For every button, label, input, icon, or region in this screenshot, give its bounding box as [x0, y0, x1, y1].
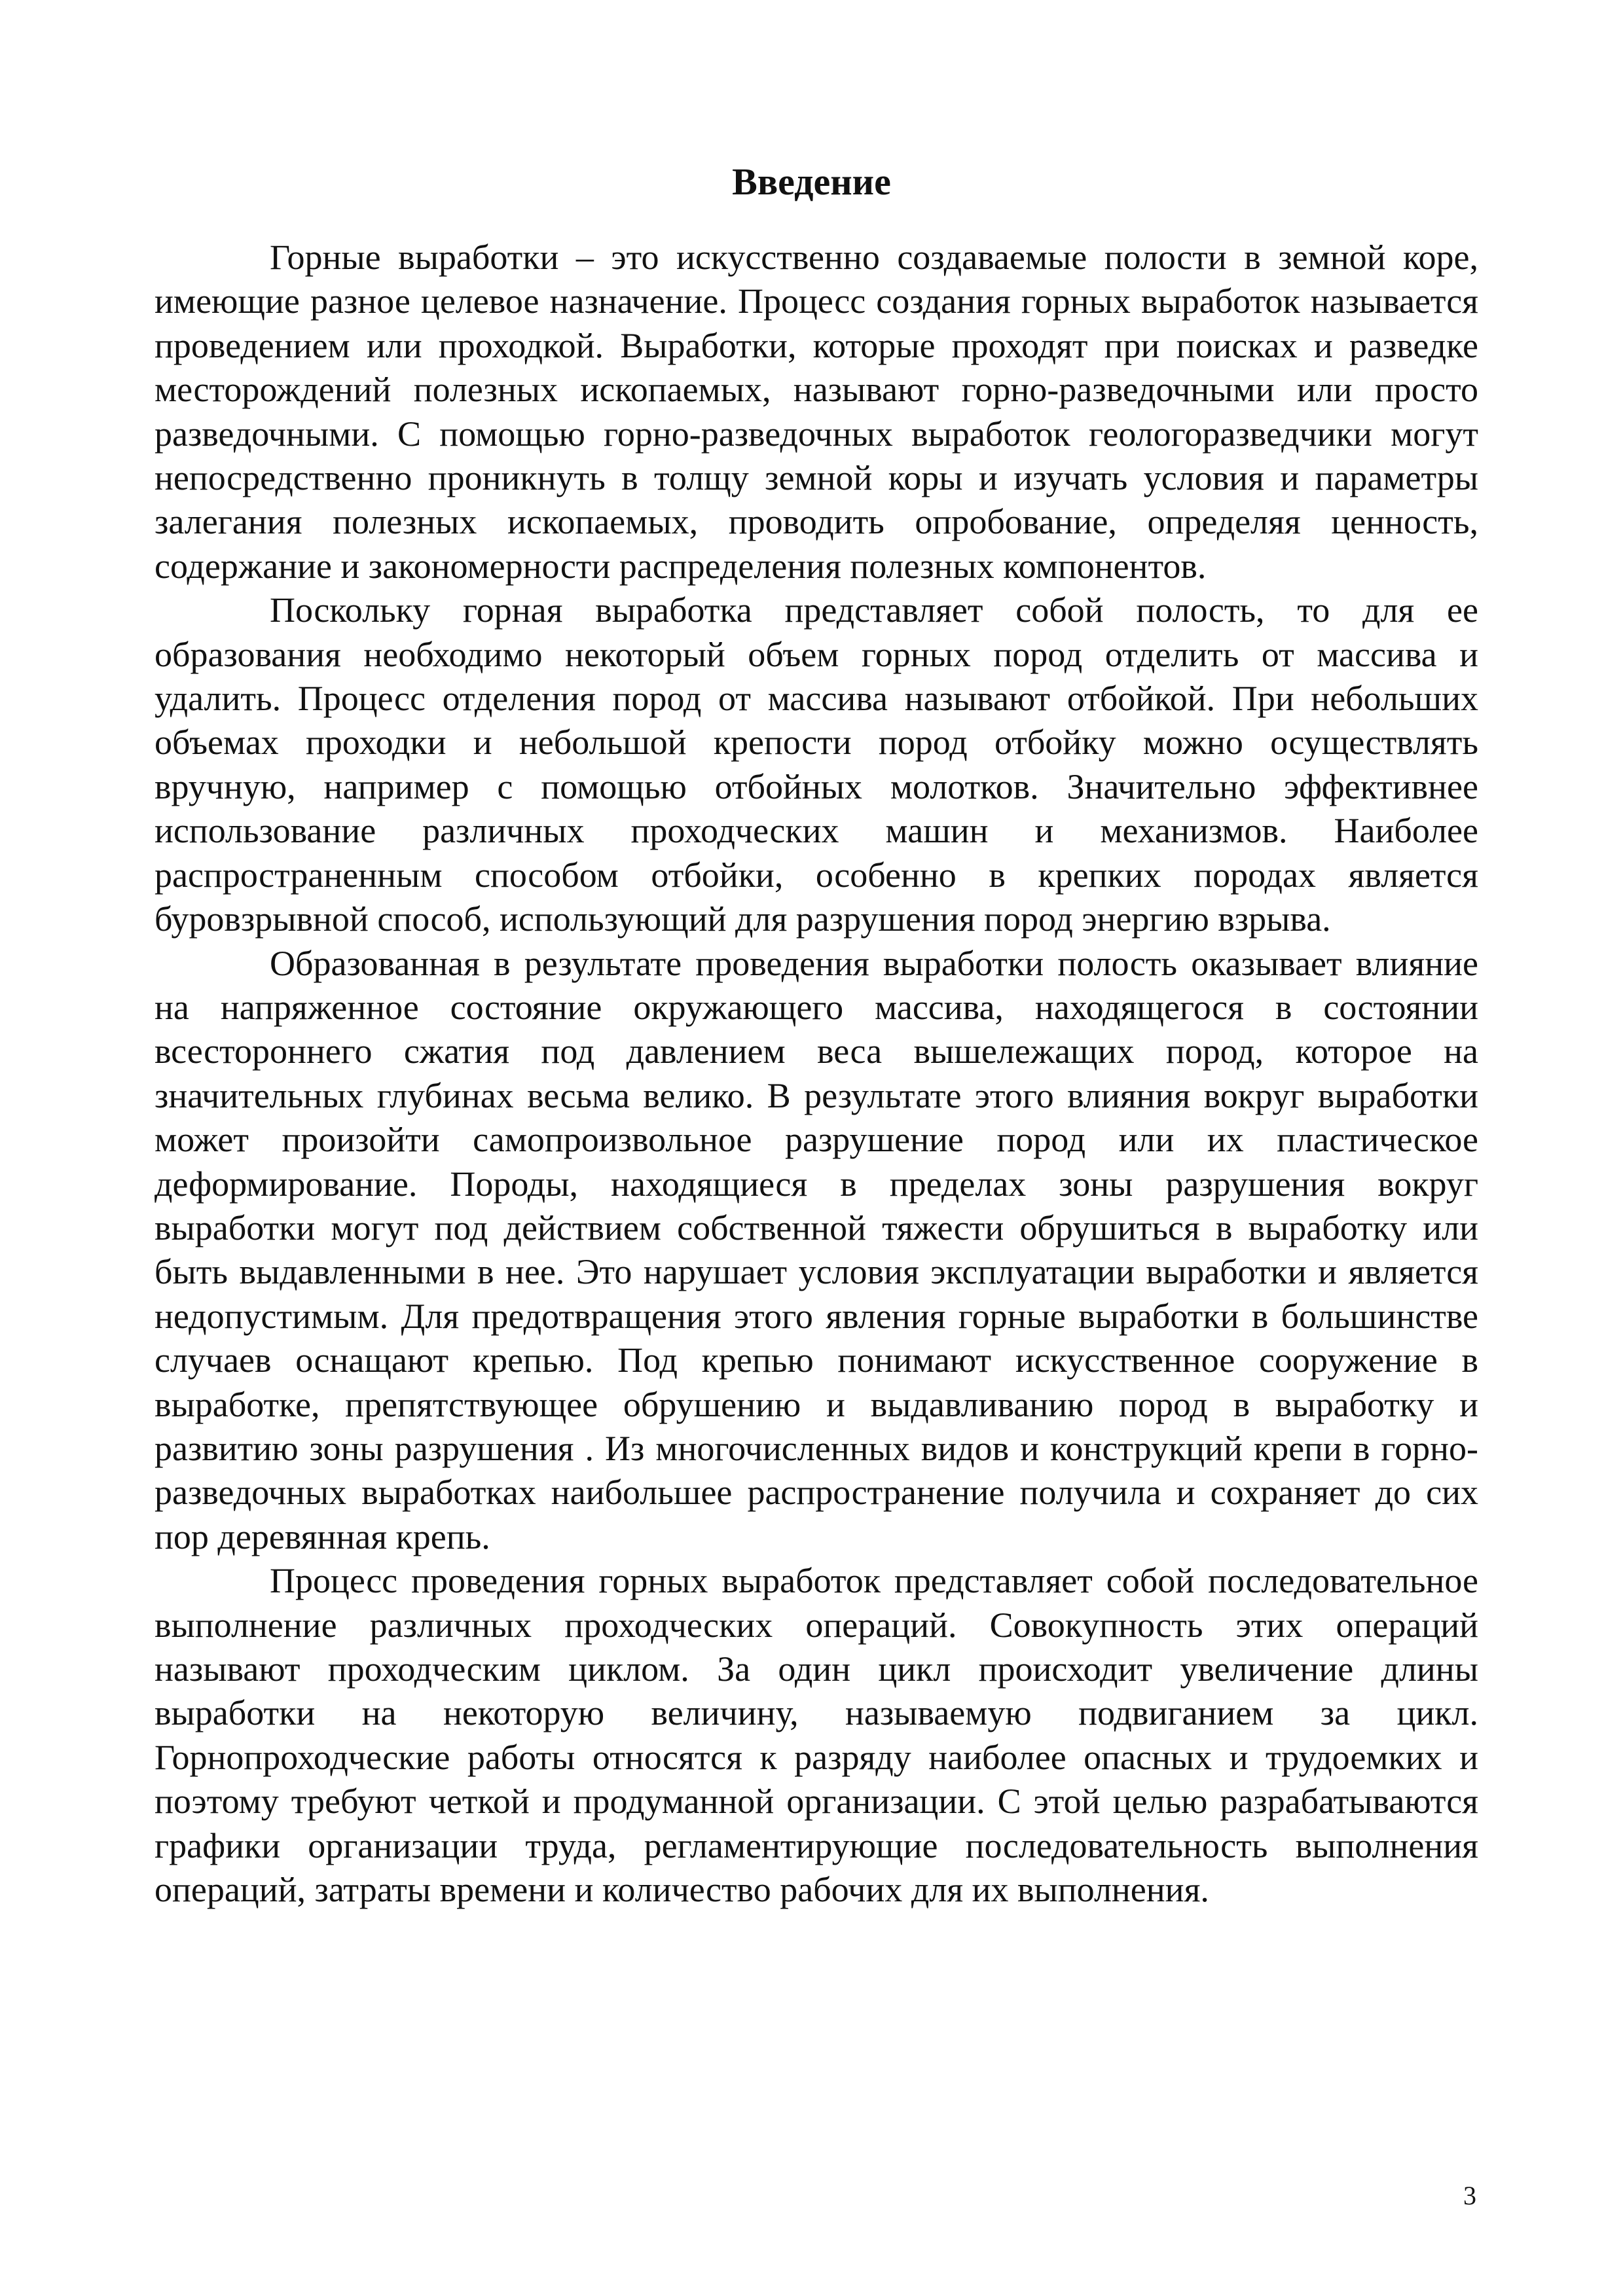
- body-text: [155, 236, 1478, 1912]
- paragraph-1: Горные выработки – это искусственно создаваемые полости в земной коре, имеющие разное целевое назначение. Процесс создания горных выработок называется проведением или проходкой. Выработки, которые проходят при поисках и разведке месторождений полезных ископаемых, называют горно-разведочными или просто разведочными. С помощью горно-разведочных выработок геологоразведчики могут непосредственно проникнуть в толщу земной коры и изучать условия и параметры залегания полезных ископаемых, проводить опробование, определяя ценность, содержание и закономерности распределения полезных компонентов.: [155, 238, 1478, 586]
- page-title: Введение: [732, 160, 891, 203]
- paragraph-4: Процесс проведения горных выработок представляет собой последовательное выполнение различных проходческих операций. Совокупность этих операций называют проходческим циклом. За один цикл происходит увеличение длины выработки на некоторую величину, называемую подвиганием за цикл. Горнопроходческие работы относятся к разряду наиболее опасных и трудоемких и поэтому требуют четкой и продуманной организации. С этой целью разрабатываются графики организации труда, регламентирующие последовательность выполнения операций, затраты времени и количество рабочих для их выполнения.: [155, 1561, 1478, 1910]
- page-number: 3: [1463, 2181, 1476, 2210]
- paragraph-2: Поскольку горная выработка представляет собой полость, то для ее образования необходимо некоторый объем горных пород отделить от массива и удалить. Процесс отделения пород от массива называют отбойкой. При небольших объемах проходки и небольшой крепости пород отбойку можно осуществлять вручную, например с помощью отбойных молотков. Значительно эффективнее использование различных проходческих машин и механизмов. Наиболее распространенным способом отбойки, особенно в крепких породах является буровзрывной способ, использующий для разрушения пород энергию взрыва.: [155, 590, 1478, 939]
- paragraph-3: Образованная в результате проведения выработки полость оказывает влияние на напряженное состояние окружающего массива, находящегося в состоянии всестороннего сжатия под давлением веса вышележащих пород, которое на значительных глубинах весьма велико. В результате этого влияния вокруг выработки может произойти самопроизвольное разрушение пород или их пластическое деформирование. Породы, находящиеся в пределах зоны разрушения вокруг выработки могут под действием собственной тяжести обрушиться в выработку или быть выдавленными в нее. Это нарушает условия эксплуатации выработки и является недопустимым. Для предотвращения этого явления горные выработки в большинстве случаев оснащают крепью. Под крепью понимают искусственное сооружение в выработке, препятствующее обрушению и выдавливанию пород в выработку и развитию зоны разрушения . Из многочисленных видов и конструкций крепи в горно-разведочных выработках наибольшее распространение получила и сохраняет до сих пор деревянная крепь.: [155, 943, 1478, 1556]
